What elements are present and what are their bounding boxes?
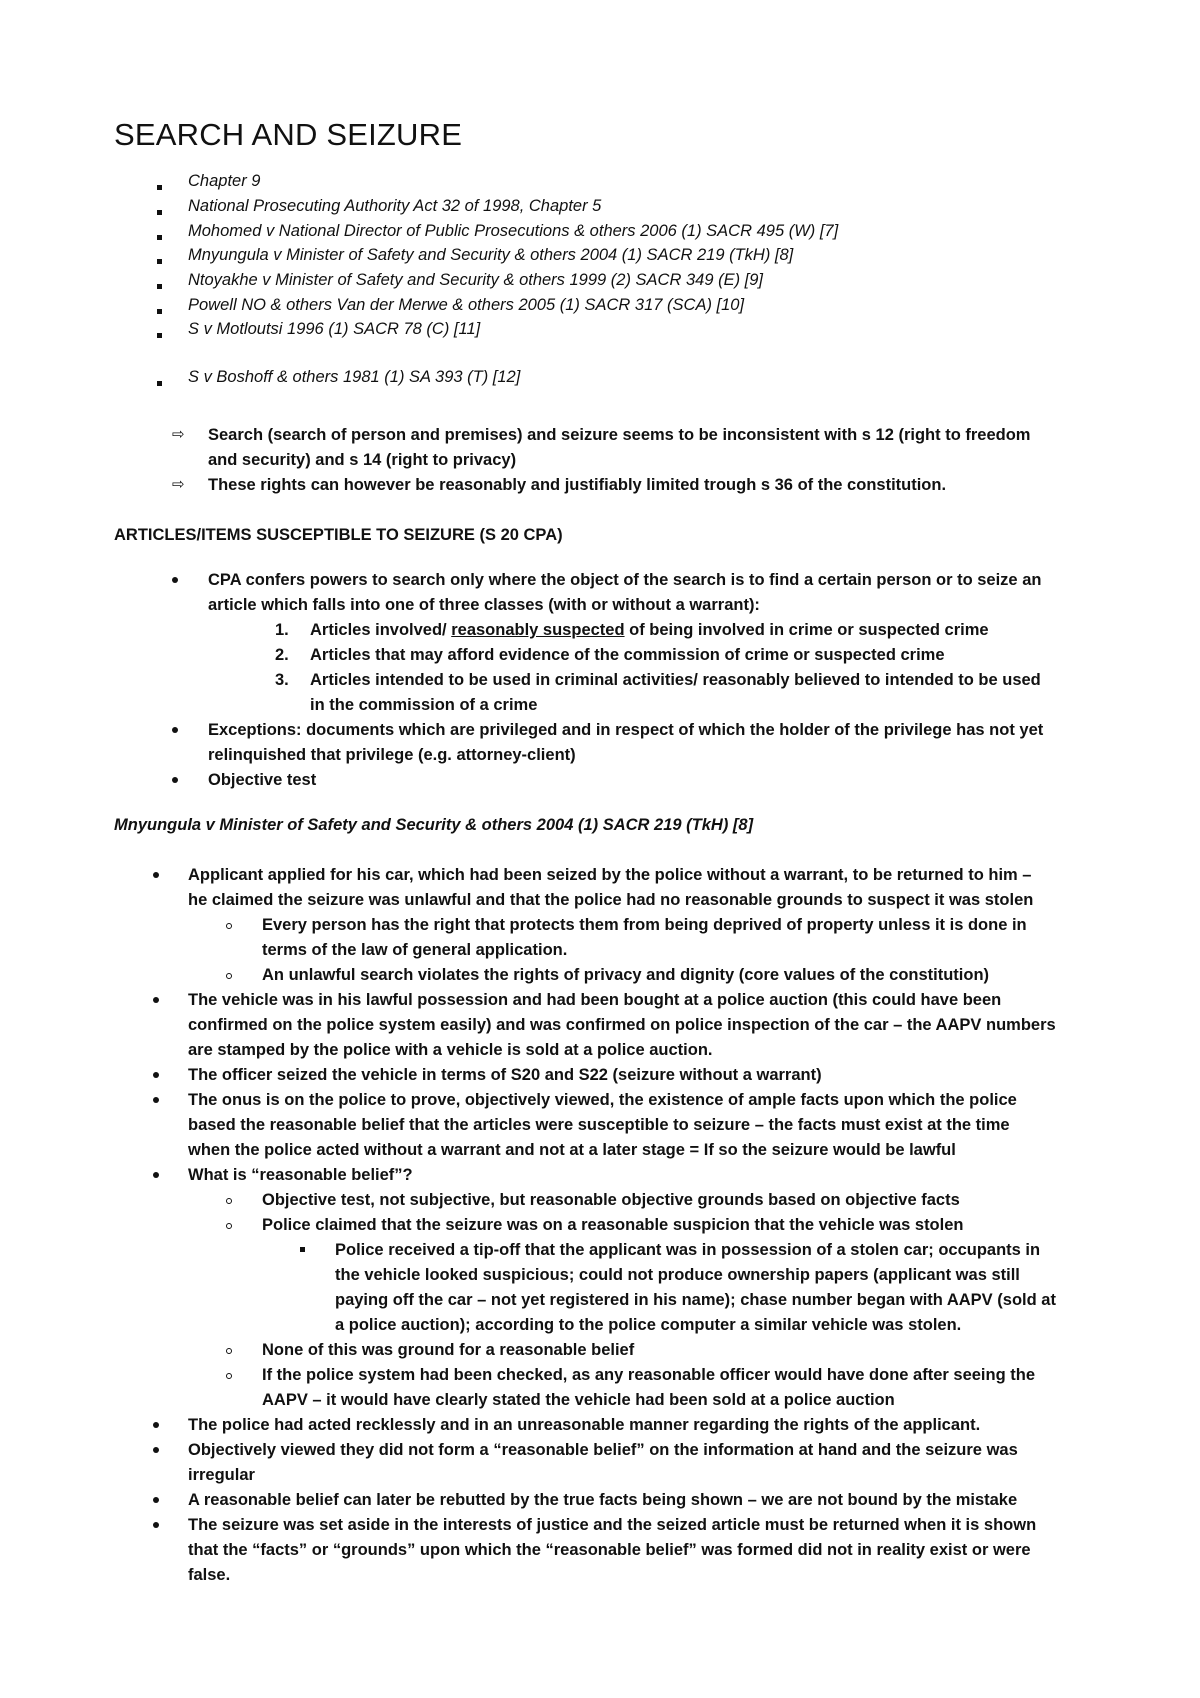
bullet-icon (172, 577, 178, 583)
arrow-point: and security) and s 14 (right to privacy) (208, 451, 517, 469)
square-bullet-icon (157, 235, 162, 240)
arrow-point: Search (search of person and premises) and seizure seems to be inconsistent with s 12 (right to freedom (208, 426, 1031, 444)
bullet-text: based the reasonable belief that the articles were susceptible to seizure – the facts must exist at the time (188, 1116, 1010, 1134)
source-item: National Prosecuting Authority Act 32 of 1998, Chapter 5 (188, 197, 602, 215)
sub-bullet-text: None of this was ground for a reasonable belief (262, 1341, 635, 1359)
circle-bullet-icon (226, 1348, 232, 1354)
bullet-text: The officer seized the vehicle in terms of S20 and S22 (seizure without a warrant) (188, 1066, 822, 1084)
bullet-icon (153, 1447, 159, 1453)
square-bullet-icon (157, 333, 162, 338)
source-item: Mohomed v National Director of Public Prosecutions & others 2006 (1) SACR 495 (W) [7] (188, 222, 839, 240)
circle-bullet-icon (226, 1198, 232, 1204)
sub-sub-bullet-text: a police auction); according to the police computer a similar vehicle was stolen. (335, 1316, 962, 1334)
square-bullet-icon (157, 259, 162, 264)
sub-bullet-text: If the police system had been checked, as any reasonable officer would have done after seeing the (262, 1366, 1035, 1384)
source-item: Ntoyakhe v Minister of Safety and Security & others 1999 (2) SACR 349 (E) [9] (188, 271, 764, 289)
circle-bullet-icon (226, 973, 232, 979)
bullet-icon (153, 1497, 159, 1503)
square-bullet-icon (157, 309, 162, 314)
list-number: 3. (275, 671, 289, 689)
bullet-icon (153, 1097, 159, 1103)
circle-bullet-icon (226, 923, 232, 929)
bullet-text: irregular (188, 1466, 255, 1484)
numbered-item: Articles that may afford evidence of the commission of crime or suspected crime (310, 646, 945, 664)
bullet-text: The police had acted recklessly and in an unreasonable manner regarding the rights of the applicant. (188, 1416, 981, 1434)
numbered-item (310, 620, 989, 640)
sub-bullet-text: Police claimed that the seizure was on a reasonable suspicion that the vehicle was stolen (262, 1216, 964, 1234)
bullet-icon (153, 1172, 159, 1178)
bullet-icon (153, 872, 159, 878)
arrow-icon: ⇨ (172, 476, 185, 493)
source-item: S v Boshoff & others 1981 (1) SA 393 (T) [12] (188, 368, 521, 386)
sub-sub-bullet-text: Police received a tip-off that the applicant was in possession of a stolen car; occupants in (335, 1241, 1041, 1259)
sub-bullet-text: terms of the law of general application. (262, 941, 568, 959)
square-bullet-icon (157, 284, 162, 289)
sub-bullet-text: An unlawful search violates the rights of privacy and dignity (core values of the constitution) (262, 966, 990, 984)
circle-bullet-icon (226, 1373, 232, 1379)
source-item: Chapter 9 (188, 172, 261, 190)
numbered-item: in the commission of a crime (310, 696, 538, 714)
square-bullet-icon (157, 381, 162, 386)
sub-bullet-text: Objective test, not subjective, but reasonable objective grounds based on objective facts (262, 1191, 960, 1209)
bullet-text: The vehicle was in his lawful possession and had been bought at a police auction (this could have been (188, 991, 1002, 1009)
source-item: Mnyungula v Minister of Safety and Security & others 2004 (1) SACR 219 (TkH) [8] (188, 246, 794, 264)
source-item: S v Motloutsi 1996 (1) SACR 78 (C) [11] (188, 320, 481, 338)
bullet-icon (153, 1522, 159, 1528)
sub-bullet-text: Every person has the right that protects them from being deprived of property unless it is done in (262, 916, 1027, 934)
bullet-icon (172, 777, 178, 783)
sub-bullet-text: AAPV – it would have clearly stated the vehicle had been sold at a police auction (262, 1391, 895, 1409)
bullet-text: false. (188, 1566, 231, 1584)
bullet-text: confirmed on the police system easily) and was confirmed on police inspection of the car – the AAPV numbers (188, 1016, 1056, 1034)
bullet-text: that the “facts” or “grounds” upon which the “reasonable belief” was formed did not in reality exist or were (188, 1541, 1031, 1559)
bullet-icon (172, 727, 178, 733)
bullet-text: article which falls into one of three classes (with or without a warrant): (208, 596, 760, 614)
bullet-text: are stamped by the police with a vehicle is sold at a police auction. (188, 1041, 713, 1059)
numbered-item-fragment: reasonably suspected (451, 621, 625, 639)
bullet-text: Objective test (208, 771, 317, 789)
bullet-text: when the police acted without a warrant and not at a later stage = If so the seizure would be lawful (188, 1141, 956, 1159)
bullet-text: Exceptions: documents which are privileged and in respect of which the holder of the privilege has not yet (208, 721, 1044, 739)
section-heading: ARTICLES/ITEMS SUSCEPTIBLE TO SEIZURE (S 20 CPA) (114, 526, 563, 544)
bullet-text: CPA confers powers to search only where the object of the search is to find a certain person or to seize an (208, 571, 1042, 589)
arrow-point: These rights can however be reasonably and justifiably limited trough s 36 of the constitution. (208, 476, 947, 494)
case-heading: Mnyungula v Minister of Safety and Security & others 2004 (1) SACR 219 (TkH) [8] (114, 816, 754, 834)
bullet-text: Applicant applied for his car, which had been seized by the police without a warrant, to be returned to him – (188, 866, 1032, 884)
bullet-text: The seizure was set aside in the interests of justice and the seized article must be returned when it is shown (188, 1516, 1037, 1534)
bullet-text: he claimed the seizure was unlawful and that the police had no reasonable grounds to suspect it was stolen (188, 891, 1034, 909)
numbered-item-fragment: Articles involved/ (310, 621, 452, 639)
list-number: 1. (275, 621, 289, 639)
bullet-text: What is “reasonable belief”? (188, 1166, 413, 1184)
square-bullet-icon (157, 210, 162, 215)
square-bullet-icon (300, 1247, 305, 1252)
numbered-item-fragment: of being involved in crime or suspected crime (624, 621, 989, 639)
source-item: Powell NO & others Van der Merwe & others 2005 (1) SACR 317 (SCA) [10] (188, 296, 745, 314)
bullet-icon (153, 1422, 159, 1428)
bullet-icon (153, 1072, 159, 1078)
bullet-text: The onus is on the police to prove, objectively viewed, the existence of ample facts upon which the police (188, 1091, 1017, 1109)
arrow-icon: ⇨ (172, 426, 185, 443)
bullet-text: A reasonable belief can later be rebutted by the true facts being shown – we are not bound by the mistake (188, 1491, 1018, 1509)
sub-sub-bullet-text: the vehicle looked suspicious; could not produce ownership papers (applicant was still (335, 1266, 1020, 1284)
page-title: SEARCH AND SEIZURE (114, 117, 463, 152)
circle-bullet-icon (226, 1223, 232, 1229)
bullet-text: Objectively viewed they did not form a “reasonable belief” on the information at hand and the seizure was (188, 1441, 1018, 1459)
sub-sub-bullet-text: paying off the car – not yet registered in his name); chase number began with AAPV (sold at (335, 1291, 1056, 1309)
bullet-icon (153, 997, 159, 1003)
numbered-item: Articles intended to be used in criminal activities/ reasonably believed to intended to be used (310, 671, 1041, 689)
list-number: 2. (275, 646, 289, 664)
square-bullet-icon (157, 185, 162, 190)
bullet-text: relinquished that privilege (e.g. attorney-client) (208, 746, 576, 764)
